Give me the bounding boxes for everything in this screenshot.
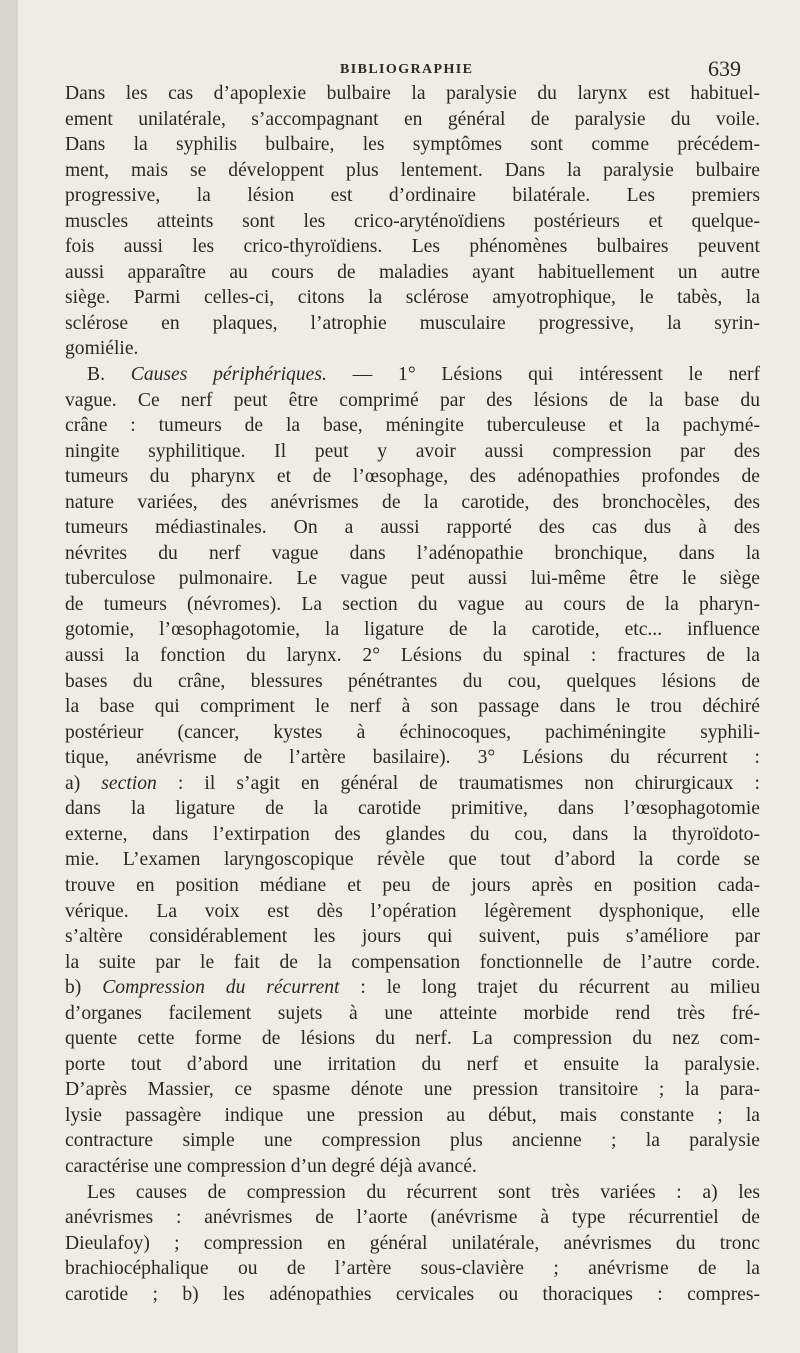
body-text	[65, 81, 760, 1307]
line-text: anévrismes : anévrismes de l’aorte (anévrisme à type récurrentiel de	[65, 1207, 760, 1229]
italic-heading: section	[101, 772, 157, 794]
line-text: tumeurs du pharynx et de l’œsophage, des adénopathies profondes de	[65, 466, 760, 488]
page-number: 639	[708, 56, 741, 81]
line-text: postérieur (cancer, kystes à échinocoques, pachiméningite syphili-	[65, 721, 760, 743]
line-text: dans la ligature de la carotide primitive, dans l’œsophagotomie	[65, 798, 760, 820]
text-line	[65, 899, 760, 925]
line-text: nature variées, des anévrismes de la carotide, des bronchocèles, des	[65, 491, 760, 513]
line-text: névrites du nerf vague dans l’adénopathie bronchique, dans la	[65, 542, 760, 564]
text-line	[65, 669, 760, 695]
line-text: externe, dans l’extirpation des glandes du cou, dans la thyroïdoto-	[65, 823, 760, 845]
text-line	[65, 439, 760, 465]
text-line	[65, 592, 760, 618]
line-text: tumeurs médiastinales. On a aussi rapporté des cas dus à des	[65, 517, 760, 539]
text-line	[65, 566, 760, 592]
text-line	[65, 822, 760, 848]
text-line	[65, 490, 760, 516]
line-text: siège. Parmi celles-ci, citons la sclérose amyotrophique, le tabès, la	[65, 287, 760, 309]
text-line	[65, 362, 760, 388]
running-title: BIBLIOGRAPHIE	[340, 62, 474, 77]
line-text: Les causes de compression du récurrent sont très variées : a) les	[87, 1181, 760, 1203]
line-text: Dans la syphilis bulbaire, les symptômes sont comme précédem-	[65, 134, 760, 156]
text-line	[65, 515, 760, 541]
text-line	[65, 771, 760, 797]
line-text: aussi la fonction du larynx. 2° Lésions du spinal : fractures de la	[65, 645, 760, 667]
text-line	[65, 81, 760, 107]
text-line	[65, 873, 760, 899]
text-line	[65, 1282, 760, 1308]
text-line	[65, 796, 760, 822]
line-text: d’organes facilement sujets à une atteinte morbide rend très fré-	[65, 1002, 760, 1024]
italic-heading: Causes périphériques.	[130, 364, 327, 386]
text-line	[65, 950, 760, 976]
text-line	[65, 158, 760, 184]
line-text: ningite syphilitique. Il peut y avoir aussi compression par des	[65, 440, 760, 462]
text-line	[65, 183, 760, 209]
text-line	[65, 924, 760, 950]
text-line	[65, 1026, 760, 1052]
book-page	[18, 0, 800, 1353]
line-text: gotomie, l’œsophagotomie, la ligature de la carotide, etc... influence	[65, 619, 760, 641]
text-line	[65, 209, 760, 235]
line-text: trouve en position médiane et peu de jours après en position cada-	[65, 874, 760, 896]
line-text: gomiélie.	[65, 338, 139, 360]
line-text: la suite par le fait de la compensation fonctionnelle de l’autre corde.	[65, 951, 760, 973]
text-line	[65, 720, 760, 746]
text-line	[65, 1231, 760, 1257]
line-text: crâne : tumeurs de la base, méningite tuberculeuse et la pachymé-	[65, 415, 760, 437]
text-line	[65, 1154, 760, 1180]
line-text: mie. L’examen laryngoscopique révèle que tout d’abord la corde se	[65, 849, 760, 871]
line-text: lysie passagère indique une pression au début, mais constante ; la	[65, 1104, 760, 1126]
line-text: progressive, la lésion est d’ordinaire bilatérale. Les premiers	[65, 185, 760, 207]
line-text: vérique. La voix est dès l’opération légèrement dysphonique, elle	[65, 900, 760, 922]
line-text: brachiocéphalique ou de l’artère sous-clavière ; anévrisme de la	[65, 1258, 760, 1280]
text-line	[65, 745, 760, 771]
line-text: tuberculose pulmonaire. Le vague peut aussi lui-même être le siège	[65, 568, 760, 590]
text-line	[65, 1052, 760, 1078]
line-text: ement unilatérale, s’accompagnant en général de paralysie du voile.	[65, 108, 760, 130]
text-line	[65, 1180, 760, 1206]
text-line	[65, 975, 760, 1001]
line-prefix: B.	[87, 364, 131, 386]
text-line	[65, 694, 760, 720]
line-prefix: b)	[65, 977, 103, 999]
line-text: la base qui compriment le nerf à son passage dans le trou déchiré	[65, 696, 760, 718]
text-line	[65, 260, 760, 286]
line-text: porte tout d’abord une irritation du nerf et ensuite la paralysie.	[65, 1053, 760, 1075]
line-text: Dans les cas d’apoplexie bulbaire la paralysie du larynx est habituel-	[65, 83, 760, 104]
text-line	[65, 285, 760, 311]
text-line	[65, 617, 760, 643]
line-text: : le long trajet du récurrent au milieu	[339, 977, 760, 999]
line-text: bases du crâne, blessures pénétrantes du cou, quelques lésions de	[65, 670, 760, 692]
text-line	[65, 1001, 760, 1027]
line-text: muscles atteints sont les crico-aryténoïdiens postérieurs et quelque-	[65, 210, 760, 232]
line-text: s’altère considérablement les jours qui suivent, puis s’améliore par	[65, 926, 760, 948]
text-line	[65, 1128, 760, 1154]
line-prefix: a)	[65, 772, 102, 794]
line-text: D’après Massier, ce spasme dénote une pression transitoire ; la para-	[65, 1079, 760, 1101]
line-text: carotide ; b) les adénopathies cervicales ou thoraciques : compres-	[65, 1283, 760, 1305]
line-text: contracture simple une compression plus ancienne ; la paralysie	[65, 1130, 760, 1152]
text-line	[65, 1103, 760, 1129]
line-text: tique, anévrisme de l’artère basilaire). 3° Lésions du récurrent :	[65, 747, 760, 769]
line-text: sclérose en plaques, l’atrophie musculaire progressive, la syrin-	[65, 312, 760, 334]
line-text: Dieulafoy) ; compression en général unilatérale, anévrismes du tronc	[65, 1232, 760, 1254]
text-line	[65, 132, 760, 158]
text-line	[65, 1077, 760, 1103]
text-line	[65, 107, 760, 133]
line-text: quente cette forme de lésions du nerf. La compression du nez com-	[65, 1028, 760, 1050]
text-line	[65, 643, 760, 669]
line-text: : il s’agit en général de traumatismes non chirurgicaux :	[156, 772, 760, 794]
line-text: fois aussi les crico-thyroïdiens. Les phénomènes bulbaires peuvent	[65, 236, 760, 258]
line-text: caractérise une compression d’un degré déjà avancé.	[65, 1155, 477, 1177]
line-text: vague. Ce nerf peut être comprimé par des lésions de la base du	[65, 389, 760, 411]
text-line	[65, 1205, 760, 1231]
line-text: aussi apparaître au cours de maladies ayant habituellement un autre	[65, 261, 760, 283]
text-line	[65, 541, 760, 567]
text-line	[65, 234, 760, 260]
line-text: — 1° Lésions qui intéressent le nerf	[326, 364, 760, 386]
text-line	[65, 311, 760, 337]
text-line	[65, 413, 760, 439]
line-text: ment, mais se développent plus lentement. Dans la paralysie bulbaire	[65, 159, 760, 181]
text-line	[65, 1256, 760, 1282]
text-line	[65, 847, 760, 873]
text-line	[65, 388, 760, 414]
line-text: de tumeurs (névromes). La section du vague au cours de la pharyn-	[65, 593, 760, 615]
text-line	[65, 336, 760, 362]
italic-heading: Compression du récurrent	[102, 977, 340, 999]
text-line	[65, 464, 760, 490]
